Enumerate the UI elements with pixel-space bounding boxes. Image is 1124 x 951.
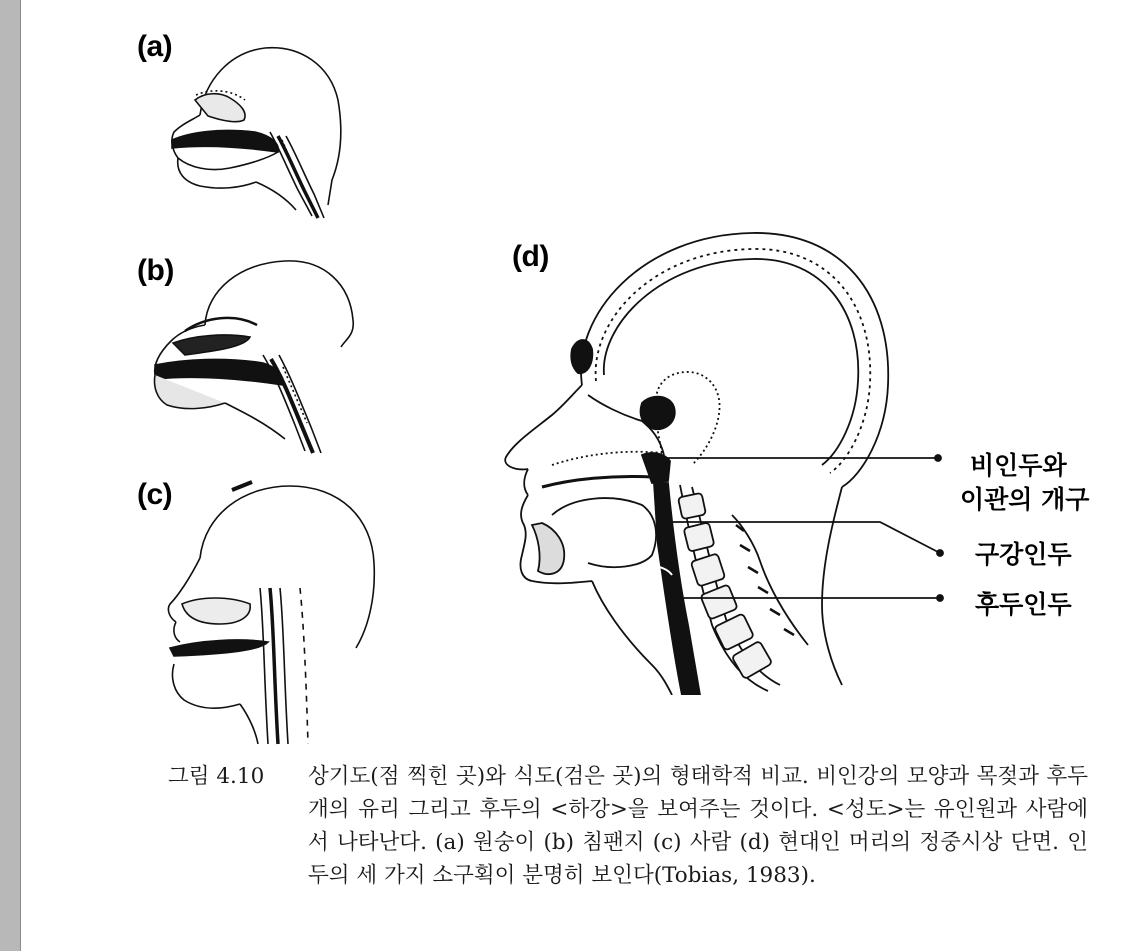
caption-text: 상기도(점 찍힌 곳)와 식도(검은 곳)의 형태학적 비교. 비인강의 모양과 목젖과 후두개의 유리 그리고 후두의 <하강>을 보여주는 것이다. <성도>는 유인원과 사람에서 나타난다. (a) 원숭이 (b) 침팬지 (c) 사람 (d) 현대인 머리의 정중시상 단면. 인두의 세 가지 소구획이 분명히 보인다(Tobias, 1983).	[308, 764, 1088, 888]
panel-label-a: (a)	[137, 30, 173, 63]
pointer-dot-laryngopharynx	[937, 595, 943, 601]
label-nasopharynx-line2: 이관의 개구	[960, 485, 1090, 514]
pointer-dot-oropharynx	[937, 550, 943, 556]
label-nasopharynx-line1: 비인두와	[970, 451, 1067, 480]
panel-label-d: (d)	[512, 240, 549, 273]
label-laryngopharynx: 후두인두	[975, 590, 1072, 619]
pointer-line-oropharynx	[668, 522, 938, 552]
panel-label-c: (c)	[137, 478, 173, 511]
label-oropharynx: 구강인두	[975, 540, 1072, 569]
panel-label-b: (b)	[137, 254, 174, 287]
pointer-dot-nasopharynx	[935, 455, 941, 461]
figure-number: 그림 4.10	[168, 764, 265, 789]
